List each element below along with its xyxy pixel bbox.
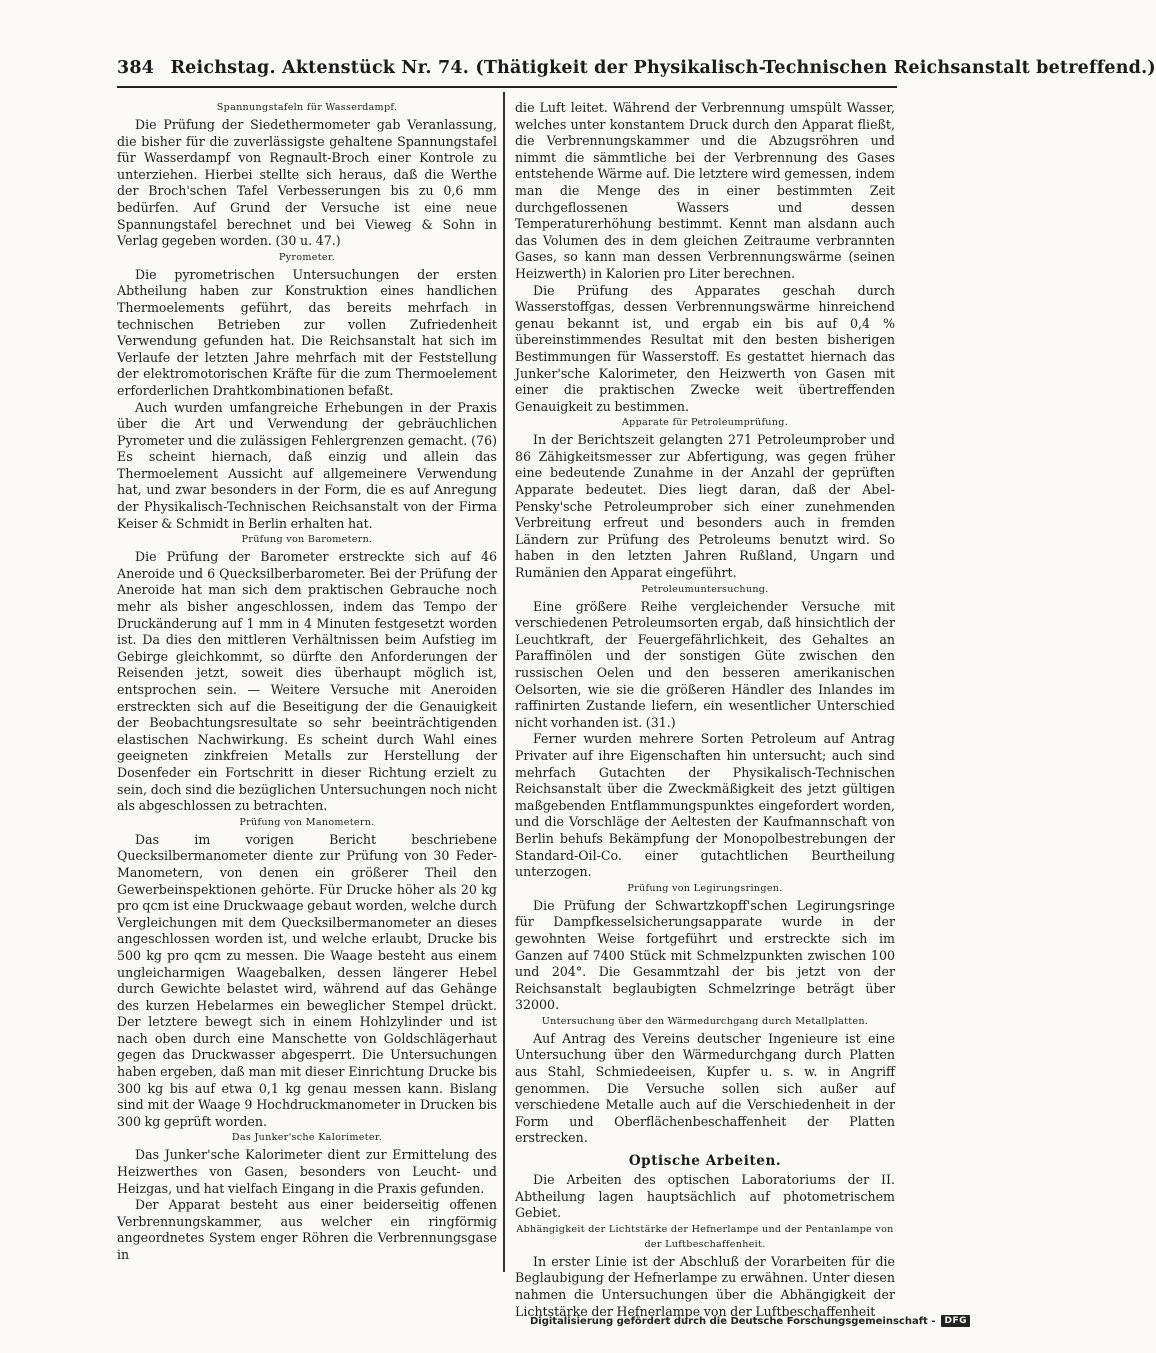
paragraph: Ferner wurden mehrere Sorten Petroleum auf Antrag Privater auf ihre Eigenschaften hin untersucht; auch sind mehrfach Gutachten der Physikalisch-Technischen Reichsanstalt über die Zweckmäßigkeit des jetzt gültigen maßgebenden Entflammungspunktes eingefordert worden, und die Vorschläge der Aeltesten der Kaufmannschaft von Berlin behufs Bekämpfung der Monopolbestrebungen der Standard-Oil-Co. einer gutachtlichen Beurtheilung unterzogen. [515,731,895,880]
paragraph: Auf Antrag des Vereins deutscher Ingenieure ist eine Untersuchung über den Wärmedurchgang durch Platten aus Stahl, Schmiedeeisen, Kupfer u. s. w. in Angriff genommen. Die Versuche sollen sich außer auf verschiedene Metalle auch auf die Verschiedenheit in der Form und Oberflächenbeschaffenheit der Platten erstrecken. [515,1030,895,1146]
section-title: Prüfung von Legirungsringen. [627,882,783,894]
digitization-footer [530,1315,970,1327]
paragraph: Die Arbeiten des optischen Laboratoriums der II. Abtheilung lagen hauptsächlich auf photometrischem Gebiet. [515,1172,895,1221]
left-column [117,100,497,1264]
paragraph: Die pyrometrischen Untersuchungen der ersten Abtheilung haben zur Konstruktion eines handlichen Thermoelements geführt, das bereits mehrfach in technischen Betrieben zur vollen Zufriedenheit Verwendung gefunden hat. Die Reichsanstalt hat sich im Verlaufe der letzten Jahre mehrfach mit der Feststellung der elektromotorischen Kräfte für die zum Thermoelement erforderlichen Drahtkombinationen befaßt. [117,266,497,398]
paragraph: die Luft leitet. Während der Verbrennung umspült Wasser, welches unter konstantem Druck durch den Apparat fließt, die Verbrennungskammer und die Abzugsröhren und nimmt die sämmtliche bei der Verbrennung des Gases entstehende Wärme auf. Die letztere wird gemessen, indem man die Menge des in einer bestimmten Zeit durchgeflossenen Wassers und dessen Temperaturerhöhung bestimmt. Kennt man alsdann auch das Volumen des in dem gleichen Zeitraume verbrannten Gases, so kann man dessen Verbrennungswärme (seinen Heizwerth) in Kalorien pro Liter berechnen. [515,100,895,281]
section-title: Prüfung von Manometern. [239,816,375,828]
section-title: Untersuchung über den Wärmedurchgang durch Metallplatten. [541,1015,869,1027]
paragraph: Die Prüfung der Barometer erstreckte sich auf 46 Aneroide und 6 Quecksilberbarometer. Bei der Prüfung der Aneroide hat man sich dem praktischen Gebrauche noch mehr als bisher angeschlossen, indem das Tempo der Druckänderung auf 1 mm in 4 Minuten festgesetzt worden ist. Da dies den mittleren Verhältnissen beim Aufstieg im Gebirge gleichkommt, so dürfte den Anforderungen der Reisenden jetzt, soweit dies überhaupt möglich ist, entsprochen sein. — Weitere Versuche mit Aneroiden erstreckten sich auf die Beseitigung der die Genauigkeit der Beobachtungsresultate so sehr beeinträchtigenden elastischen Nachwirkung. Es scheint durch Wahl eines geeigneten zinkfreien Metalls zur Herstellung der Dosenfeder ein Fortschritt in dieser Richtung erzielt zu sein, doch sind die bezüglichen Untersuchungen noch nicht als abgeschlossen zu betrachten. [117,549,497,814]
page-number: 384 [117,58,155,78]
paragraph: Die Prüfung des Apparates geschah durch Wasserstoffgas, dessen Verbrennungswärme hinreichend genau bekannt ist, und ergab ein bis auf 0,4 % übereinstimmendes Resultat mit den besten bisherigen Bestimmungen für Wasserstoff. Es gestattet hiernach das Junker'sche Kalorimeter, den Heizwerth von Gasen mit einer die praktischen Zwecke weit übertreffenden Genauigkeit zu bestimmen. [515,282,895,414]
footer-text: Digitalisierung gefördert durch die Deutsche Forschungsgemeinschaft - [529,1315,936,1327]
major-section-title: Optische Arbeiten. [628,1153,782,1170]
paragraph: Auch wurden umfangreiche Erhebungen in der Praxis über die Art und Verwendung der gebräuchlichen Pyrometer und die zulässigen Fehlergrenzen gemacht. (76) Es scheint hiernach, daß einzig und allein das Thermoelement Aussicht auf allgemeinere Verwendung hat, und zwar besonders in der Form, die es auf Anregung der Physikalisch-Technischen Reichsanstalt von der Firma Keiser & Schmidt in Berlin erhalten hat. [117,399,497,531]
dfg-logo-icon: DFG [941,1315,970,1327]
section-title: Spannungstafeln für Wasserdampf. [216,102,398,113]
section-title: Pyrometer. [278,251,336,263]
paragraph: Das im vorigen Bericht beschriebene Quecksilbermanometer diente zur Prüfung von 30 Feder-Manometern, von denen ein größerer Theil den Gewerbeinspektionen gehörte. Für Drucke höher als 20 kg pro qcm ist eine Druckwaage gebaut worden, welche durch Vergleichungen mit dem Quecksilbermanometer an dieses angeschlossen worden ist, und welche erlaubt, Drucke bis 500 kg pro qcm zu messen. Die Waage besteht aus einem ungleicharmigen Waagebalken, dessen längerer Hebel durch Gewichte belastet wird, während auf das Gehänge des kurzen Hebelarmes ein beweglicher Stempel drückt. Der letztere bewegt sich in einem Hohlzylinder und ist nach oben durch eine Manschette von Goldschlägerhaut gegen das Druckwasser abgesperrt. Die Untersuchungen haben ergeben, daß man mit dieser Einrichtung Drucke bis 300 kg bis auf etwa 0,1 kg genau messen kann. Bislang sind mit der Waage 9 Hochdruckmanometer in Drucken bis 300 kg geprüft worden. [117,831,497,1129]
section-title: Das Junker'sche Kalorimeter. [231,1132,383,1144]
paragraph: In der Berichtszeit gelangten 271 Petroleumprober und 86 Zähigkeitsmesser zur Abfertigung, was gegen früher eine bedeutende Zunahme in der Anzahl der geprüften Apparate bedeutet. Dies liegt daran, daß der Abel-Pensky'sche Petroleumprober sich einer zunehmenden Verbreitung erfreut und besonders auch in fremden Ländern zur Prüfung des Petroleums benutzt wird. So haben in den letzten Jahren Rußland, Ungarn und Rumänien den Apparat eingeführt. [515,432,895,581]
column-divider [503,92,505,1272]
running-title: Reichstag. Aktenstück Nr. 74. (Thätigkeit der Physikalisch-Technischen Reichsanstalt betreffend.) [170,58,1156,78]
page-header [117,58,1156,88]
section-title: Apparate für Petroleumprüfung. [621,417,789,429]
paragraph: Die Prüfung der Siedethermometer gab Veranlassung, die bisher für die zuverlässigste gehaltene Spannungstafel für Wasserdampf von Regnault-Broch einer Kontrole zu unterziehen. Hierbei stellte sich heraus, daß die Werthe der Broch'schen Tafel Verbesserungen bis zu 0,6 mm bedürfen. Auf Grund der Versuche ist eine neue Spannungstafel berechnet und bei Vieweg & Sohn in Verlag gegeben worden. (30 u. 47.) [117,117,497,249]
paragraph: In erster Linie ist der Abschluß der Vorarbeiten für die Beglaubigung der Hefnerlampe zu erwähnen. Unter diesen nahmen die Untersuchungen über die Abhängigkeit der Lichtstärke der Hefnerlampe von der Luftbeschaffenheit [515,1253,895,1319]
paragraph: Eine größere Reihe vergleichender Versuche mit verschiedenen Petroleumsorten ergab, daß hinsichtlich der Leuchtkraft, der Feuergefährlichkeit, des Gehaltes an Paraffinölen und der sonstigen Güte zwischen den russischen Oelen und den besseren amerikanischen Oelsorten, wie sie die größeren Händler des Inlandes im raffinirten Zustande liefern, ein wesentlicher Unterschied nicht vorhanden ist. (31.) [515,598,895,730]
right-column [515,100,895,1320]
paragraph: Die Prüfung der Schwartzkopff'schen Legirungsringe für Dampfkesselsicherungsapparate wurde in der gewohnten Weise fortgeführt und erstreckte sich im Ganzen auf 7400 Stück mit Schmelzpunkten zwischen 100 und 204°. Die Gesammtzahl der bis jetzt von der Reichsanstalt beglaubigten Schmelzringe beträgt über 32000. [515,897,895,1013]
paragraph: Der Apparat besteht aus einer beiderseitig offenen Verbrennungskammer, aus welcher ein ringförmig angeordnetes System enger Röhren die Verbrennungsgase in [117,1197,497,1262]
section-title: Petroleumuntersuchung. [641,583,769,595]
paragraph: Das Junker'sche Kalorimeter dient zur Ermittelung des Heizwerthes von Gasen, besonders von Leucht- und Heizgas, und hat vielfach Eingang in die Praxis gefunden. [117,1147,497,1196]
section-title: Abhängigkeit der Lichtstärke der Hefnerlampe und der Pentanlampe von der Luftbeschaffenheit. [516,1223,894,1250]
section-title: Prüfung von Barometern. [241,534,373,546]
